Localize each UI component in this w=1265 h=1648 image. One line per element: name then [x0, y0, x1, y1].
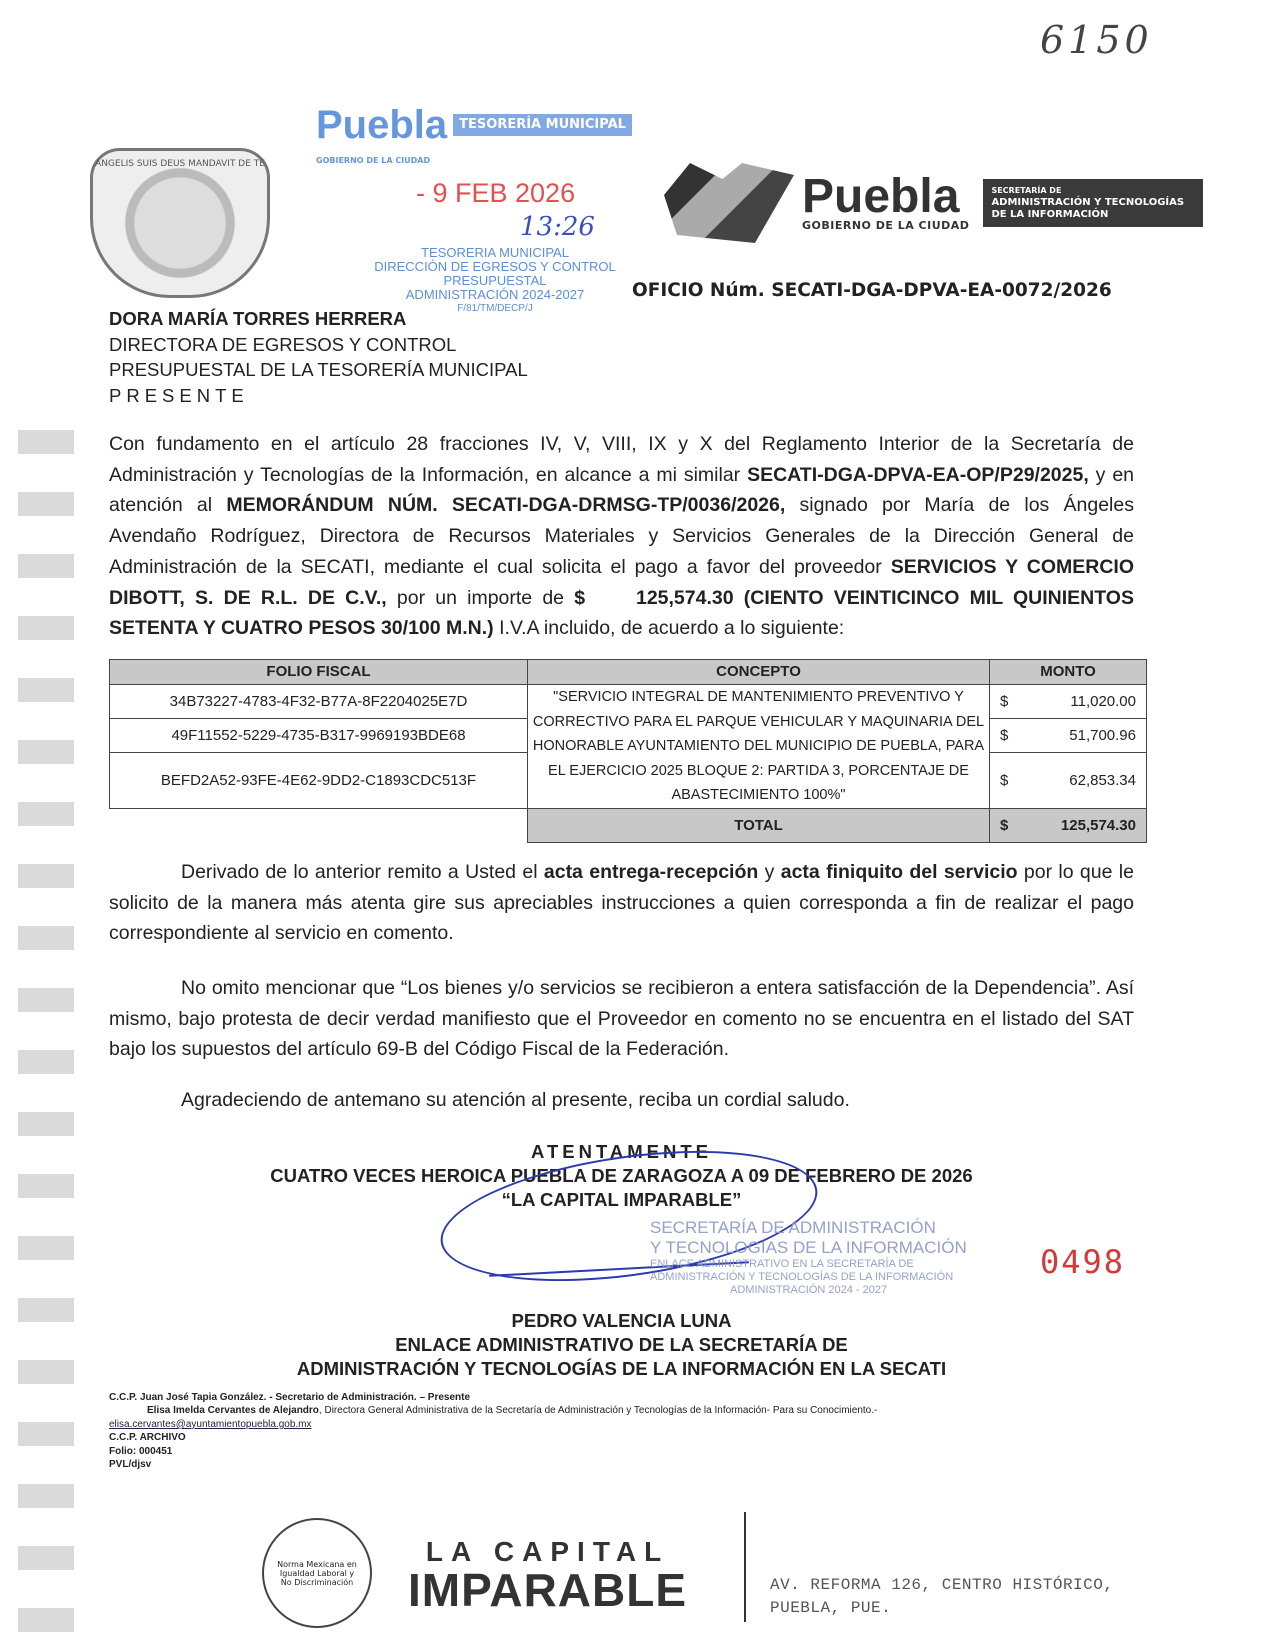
column-header: CONCEPTO	[528, 659, 990, 684]
received-date: - 9 FEB 2026	[416, 178, 576, 208]
addressee	[109, 306, 528, 408]
text-bold: acta finiquito del servicio	[780, 860, 1018, 883]
signer-title: ADMINISTRACIÓN Y TECNOLOGÍAS DE LA INFORMACIÓN EN LA SECATI	[296, 1357, 947, 1379]
addressee-title: PRESUPUESTAL DE LA TESORERÍA MUNICIPAL	[109, 359, 528, 380]
footer-address	[770, 1574, 1113, 1620]
addressee-title: DIRECTORA DE EGRESOS Y CONTROL	[109, 333, 457, 355]
municipal-seal	[90, 148, 270, 298]
column-header: MONTO	[990, 659, 1147, 684]
table-header-row	[110, 659, 1147, 684]
tesoreria-box: TESORERÍA MUNICIPAL	[453, 114, 632, 136]
stamp-line: ADMINISTRACIÓN 2024-2027	[405, 287, 585, 302]
stamp-line: F/81/TM/DECP/J	[457, 303, 533, 314]
stamp-line: TESORERIA MUNICIPAL	[421, 245, 569, 260]
ccp-block	[109, 1391, 1134, 1472]
table-total-row	[110, 808, 1147, 842]
stamp-line: ENLACE ADMINISTRATIVO EN LA SECRETARÍA DE	[650, 1257, 914, 1270]
presente: PRESENTE	[109, 384, 249, 406]
capital-line: IMPARABLE	[408, 1564, 688, 1616]
folio-cell: 34B73227-4783-4F32-B77A-8F2204025E7D	[110, 684, 528, 718]
total-amount: 125,574.30	[1020, 808, 1147, 842]
stamp-line: DIRECCIÓN DE EGRESOS Y CONTROL	[374, 259, 616, 274]
secretaria-line: SECRETARÍA DE	[991, 186, 1062, 195]
ccp-line: C.C.P. Juan José Tapia González. - Secretario de Administración. – Presente	[109, 1391, 471, 1403]
table-row	[110, 684, 1147, 718]
ccp-line: , Directora General Administrativa de la Secretaría de Administración y Tecnologías de la Información- Para su Conocimiento.-	[318, 1405, 878, 1417]
divider	[744, 1512, 746, 1622]
text: por un importe de	[386, 586, 575, 609]
folio-cell: BEFD2A52-93FE-4E62-9DD2-C1893CDC513F	[110, 752, 528, 808]
handwritten-number: 6150	[1040, 18, 1153, 62]
received-time: 13:26	[520, 212, 595, 242]
text-bold: acta entrega-recepción	[543, 860, 759, 883]
secretaria-line: DE LA INFORMACIÓN	[991, 209, 1109, 220]
control-number: 0498	[1040, 1242, 1126, 1281]
text: I.V.A incluido, de acuerdo a lo siguiente:	[493, 617, 845, 640]
text: por lo que le solicito de la manera más atenta gire sus apreciables instrucciones a quien corresponda a fin de realizar el pago correspondiente al servicio en comento.	[109, 860, 1134, 945]
text: Con fundamento en el artículo 28 fracciones IV, V, VIII, IX y X del Reglamento Interior de la Secretaría de Administración y Tecnologías de la Información, en alcance a mi similar	[109, 433, 1134, 486]
amount-cell: 51,700.96	[1020, 718, 1147, 752]
amount-cell: 62,853.34	[1020, 752, 1147, 808]
stamp-line: SECRETARÍA DE ADMINISTRACIÓN	[650, 1217, 936, 1237]
ccp-name: Elisa Imelda Cervantes de Alejandro	[147, 1405, 319, 1417]
stamp-line: ADMINISTRACIÓN 2024 - 2027	[730, 1283, 888, 1296]
email-link[interactable]: elisa.cervantes@ayuntamientopuebla.gob.mx	[109, 1418, 312, 1430]
text: Derivado de lo anterior remito a Usted el	[181, 860, 544, 883]
puebla-emblem	[664, 163, 794, 243]
secretaria-line: ADMINISTRACIÓN Y TECNOLOGÍAS	[991, 197, 1185, 208]
secretaria-label	[983, 179, 1203, 227]
concept-cell: "SERVICIO INTEGRAL DE MANTENIMIENTO PREVENTIVO Y CORRECTIVO PARA EL PARQUE VEHICULAR Y MAQUINARIA DEL HONORABLE AYUNTAMIENTO DEL MUNICIPIO DE PUEBLA, PARA EL EJERCICIO 2025 BLOQUE 2: PARTIDA 3, PORCENTAJE DE ABASTECIMIENTO 100%"	[528, 684, 990, 808]
tesoreria-sub: GOBIERNO DE LA CIUDAD	[316, 156, 431, 165]
stamp-line: Y TECNOLOGÍAS DE LA INFORMACIÓN	[650, 1237, 967, 1257]
la-capital-imparable-logo	[408, 1536, 688, 1616]
address-line: AV. REFORMA 126, CENTRO HISTÓRICO,	[770, 1576, 1114, 1594]
decorative-border	[18, 410, 74, 1640]
ccp-line: C.C.P. ARCHIVO	[109, 1432, 186, 1444]
paragraph-1	[109, 429, 1140, 644]
text: y en atención al	[109, 463, 1135, 517]
oficio-number: OFICIO Núm. SECATI-DGA-DPVA-EA-0072/2026	[632, 280, 1112, 301]
text-bold: SECATI-DGA-DPVA-EA-OP/P29/2025,	[747, 463, 1089, 486]
puebla-word: Puebla	[802, 169, 960, 223]
initials: PVL/djsv	[109, 1459, 152, 1471]
currency-cell: $	[990, 718, 1020, 752]
tesoreria-logo-word: Puebla	[316, 103, 448, 147]
column-header: FOLIO FISCAL	[110, 659, 528, 684]
text-bold: MEMORÁNDUM NÚM. SECATI-DGA-DRMSG-TP/0036/2026,	[226, 494, 786, 517]
currency-cell: $	[990, 752, 1020, 808]
address-line: PUEBLA, PUE.	[770, 1599, 892, 1617]
paragraph-3: No omito mencionar que “Los bienes y/o servicios se recibieron a entera satisfacción de la Dependencia”. Así mismo, bajo protesta de decir verdad manifiesto que el Proveedor en comento no se encuentra en el listado del SAT bajo los supuestos del artículo 69-B del Código Fiscal de la Federación.	[109, 977, 1134, 1061]
stamp-line: ADMINISTRACIÓN Y TECNOLOGÍAS DE LA INFORMACIÓN	[650, 1270, 954, 1283]
currency-cell: $	[990, 684, 1020, 718]
atentamente: ATENTAMENTE	[530, 1140, 713, 1162]
text: y	[758, 860, 781, 883]
invoice-table	[109, 659, 1147, 843]
seal-text: ANGELIS SUIS DEUS MANDAVIT DE TE	[95, 159, 265, 169]
total-currency: $	[990, 808, 1020, 842]
signer-name: PEDRO VALENCIA LUNA	[511, 1309, 732, 1331]
signer-title: ENLACE ADMINISTRATIVO DE LA SECRETARÍA DE	[395, 1333, 848, 1355]
secati-stamp	[650, 1218, 1030, 1297]
tesoreria-stamp	[316, 96, 632, 165]
puebla-logo	[664, 163, 1203, 243]
norma-text: Norma Mexicana en Igualdad Laboral y No Discriminación	[277, 1559, 357, 1587]
signature-area	[109, 1218, 1134, 1297]
folio-cell: 49F11552-5229-4735-B317-9969193BDE68	[110, 718, 528, 752]
text: signado por María de los Ángeles Avendaño Rodríguez, Directora de Recursos Materiales y Servicios Generales de la Dirección General de Administración de la SECATI, mediante el cual solicita el pago a favor del proveedor	[109, 494, 1134, 578]
text-bold: $ 125,574.30 (CIENTO VEINTICINCO MIL QUINIENTOS SETENTA Y CUATRO PESOS 30/100 M.N.)	[109, 586, 1140, 640]
gobierno-label: GOBIERNO DE LA CIUDAD	[802, 218, 970, 232]
total-label: TOTAL	[528, 808, 990, 842]
paragraph-2	[109, 857, 1134, 949]
addressee-name: DORA MARÍA TORRES HERRERA	[109, 308, 407, 329]
capital-line: LA CAPITAL	[425, 1536, 670, 1567]
motto: “LA CAPITAL IMPARABLE”	[501, 1188, 742, 1210]
paragraph-4: Agradeciendo de antemano su atención al presente, reciba un cordial saludo.	[181, 1089, 850, 1112]
text-bold: SERVICIOS Y COMERCIO DIBOTT, S. DE R.L. DE C.V.,	[109, 555, 1134, 609]
amount-cell: 11,020.00	[1020, 684, 1147, 718]
norma-igualdad-logo	[262, 1518, 372, 1628]
stamp-line: PRESUPUESTAL	[443, 273, 547, 288]
place-date: CUATRO VECES HEROICA PUEBLA DE ZARAGOZA A 09 DE FEBRERO DE 2026	[270, 1164, 973, 1186]
folio: Folio: 000451	[109, 1445, 173, 1457]
letter-body	[109, 429, 1140, 1472]
